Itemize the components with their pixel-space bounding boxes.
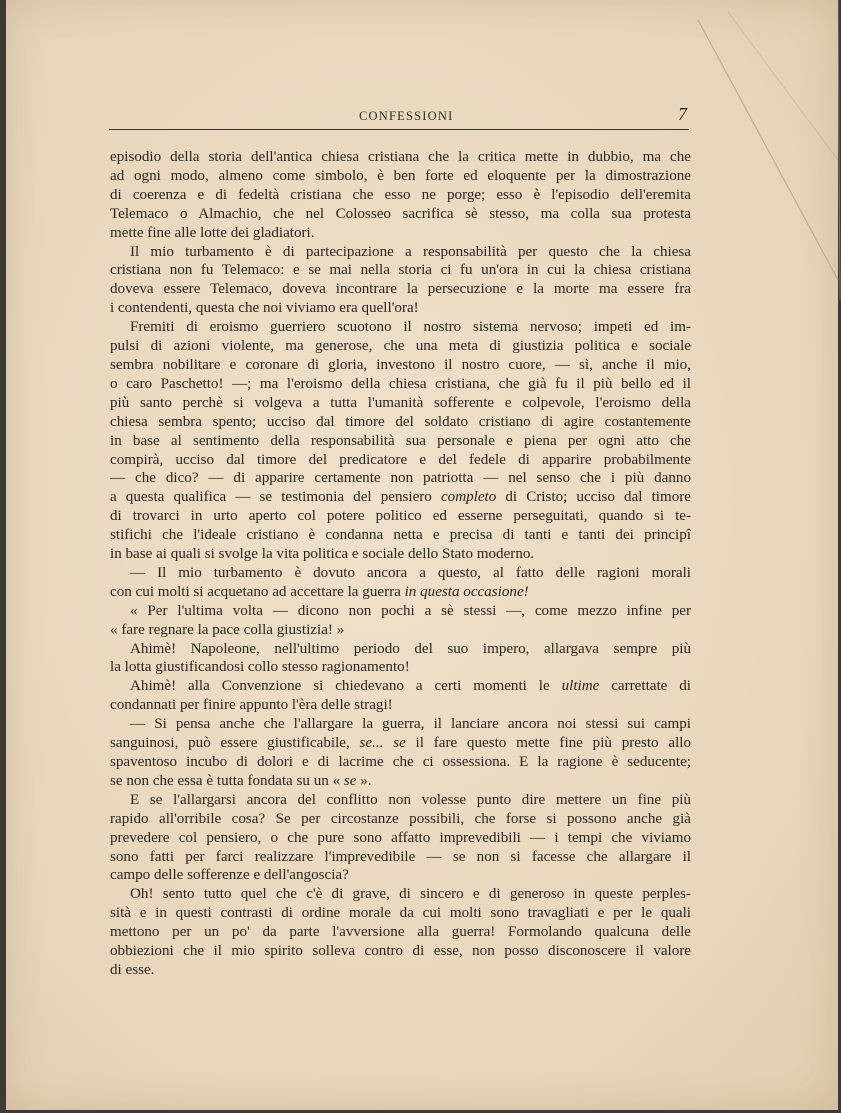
- page-corner-fold: [688, 0, 841, 300]
- page-header: [109, 104, 689, 130]
- text-line: Oh! sento tutto quel che c'è di grave, di sincero e di generoso in queste perples-: [130, 886, 691, 903]
- text-line: — che dico? — di apparire certamente non patriotta — nel senso che i più danno: [110, 470, 691, 487]
- text-line: mette fine alle lotte dei gladiatori.: [110, 224, 315, 241]
- text-line: stifichi che l'ideale cristiano è condanna netta e precisa di tanti e tanti dei principî: [110, 527, 691, 544]
- text-line: Ahimè! Napoleone, nell'ultimo periodo del suo impero, allargava sempre più: [130, 640, 691, 657]
- text-line: sono fatti per farci realizzare l'imprevedibile — se non si facesse che allargare il: [110, 848, 691, 865]
- text-line: [110, 677, 691, 696]
- text-line: pulsi di azioni violente, ma generose, che una meta di giustizia politica e sociale: [110, 338, 691, 355]
- text-line: o caro Paschetto! —; ma l'eroismo della chiesa cristiana, che già fu il più bello ed il: [110, 375, 691, 392]
- text-line: in base al sentimento della responsabilità sua personale e piena per ogni atto che: [110, 432, 691, 449]
- text-line: più santo perchè si volgeva a tutta l'umanità sofferente e colpevole, l'eroismo della: [110, 394, 691, 411]
- text-line: episodio della storia dell'antica chiesa cristiana che la critica mette in dubbio, ma che: [110, 149, 691, 165]
- text-line: sembra nobilitare e coronare di gloria, investono il nostro cuore, — sì, anche il mio,: [110, 356, 691, 373]
- text-line: sità e in questi contrasti di ordine morale da cui molti sono travagliati e per le quali: [110, 905, 691, 922]
- text-run: sanguinosi, può essere giustificabile,: [110, 735, 360, 752]
- text-line: E se l'allargarsi ancora del conflitto non volesse punto dire mettere un fine più: [130, 791, 691, 808]
- text-run: ».: [356, 772, 372, 789]
- text-line: — Il mio turbamento è dovuto ancora a questo, al fatto delle ragioni morali: [130, 564, 691, 581]
- text-run: a questa qualifica — se testimonia del pensiero: [110, 489, 441, 506]
- text-line: [110, 734, 691, 753]
- text-line: mettono per un po' da parte l'avversione alla guerra! Formolando qualcuna delle: [110, 924, 691, 941]
- text-line: i contendenti, questa che noi viviamo era quell'ora!: [110, 300, 419, 317]
- text-line: spaventoso incubo di dolori e di lacrime che ci ossessiona. E la ragione è seducente;: [110, 754, 691, 770]
- text-line: obbiezioni che il mio spirito solleva contro di esse, non posso disconoscere il valore: [110, 943, 691, 960]
- fold-crease-lines: [688, 0, 841, 300]
- text-line: ad ogni modo, almeno come simbolo, è ben forte ed eloquente per la dimostrazione: [110, 167, 691, 184]
- text-run: se non che essa è tutta fondata su un «: [110, 772, 344, 789]
- text-line: di coerenza e di fedeltà cristiana che esso ne porge; esso è l'episodio dell'eremita: [110, 186, 691, 203]
- header-rule: [109, 129, 689, 130]
- text-run: Ahimè! alla Convenzione si chiedevano a certi momenti le: [130, 678, 562, 695]
- text-line: « fare regnare la pace colla giustizia! »: [110, 621, 345, 638]
- italic-run: ultime: [561, 678, 600, 695]
- italic-run: in questa occasione!: [404, 583, 529, 600]
- text-line: in base ai quali si svolge la vita politica e sociale dello Stato moderno.: [110, 546, 535, 563]
- text-run: con cui molti si acquetano ad accettare la guerra: [110, 583, 405, 600]
- text-line: la lotta giustificandosi collo stesso ragionamento!: [110, 659, 410, 676]
- text-line: rapido all'orribile cosa? Se per circostanze possibili, che forse si possono anche già: [110, 810, 691, 827]
- text-line: « Per l'ultima volta — dicono non pochi a sè stessi —, come mezzo infine per: [130, 602, 691, 619]
- text-line: compirà, ucciso dal timore del predicatore e del fedele di apparire probabilmente: [110, 451, 691, 468]
- text-line: [110, 772, 691, 791]
- text-line: prevedere col pensiero, o che pure sono affatto imprevedibili — i tempi che viviamo: [110, 829, 691, 846]
- text-line: campo delle sofferenze e dell'angoscia?: [110, 867, 349, 884]
- italic-run: se: [343, 772, 357, 789]
- text-line: Fremiti di eroismo guerriero scuotono il nostro sistema nervoso; impeti ed im-: [130, 319, 691, 336]
- text-line: Telemaco o Almachio, che nel Colosseo sacrifica sè stesso, ma colla sua protesta: [110, 205, 691, 222]
- text-line: [110, 488, 691, 507]
- text-line: doveva essere Telemaco, doveva incontrare la persecuzione e la morte ma essere fra: [110, 281, 691, 298]
- text-line: condannati per finire appunto l'èra delle stragi!: [110, 697, 393, 714]
- text-line: — Si pensa anche che l'allargare la guerra, il lanciare ancora noi stessi sui campi: [130, 716, 691, 733]
- text-run: carrettate di: [599, 678, 691, 695]
- page-number: 7: [678, 104, 687, 124]
- text-run: di Cristo; ucciso dal timore: [496, 489, 691, 506]
- italic-run: completo: [440, 489, 497, 506]
- text-run: il fare questo mette fine più presto allo: [405, 735, 692, 752]
- text-line: chiesa sembra spento; ucciso dal timore del soldato cristiano di agire costantemente: [110, 413, 691, 430]
- text-line: di esse.: [110, 961, 155, 978]
- running-title: CONFESSIONI: [359, 109, 454, 123]
- text-line: Il mio turbamento è di partecipazione a responsabilità per questo che la chiesa: [130, 243, 691, 260]
- book-page: [6, 0, 838, 1110]
- italic-run: se... se: [359, 735, 406, 752]
- text-line: [110, 583, 691, 602]
- body-text: [110, 148, 691, 980]
- text-line: di trovarci in urto aperto col potere politico ed esserne perseguitati, quando si te-: [110, 508, 691, 525]
- text-line: cristiana non fu Telemaco: e se mai nella storia ci fu un'ora in cui la chiesa cristiana: [110, 262, 691, 279]
